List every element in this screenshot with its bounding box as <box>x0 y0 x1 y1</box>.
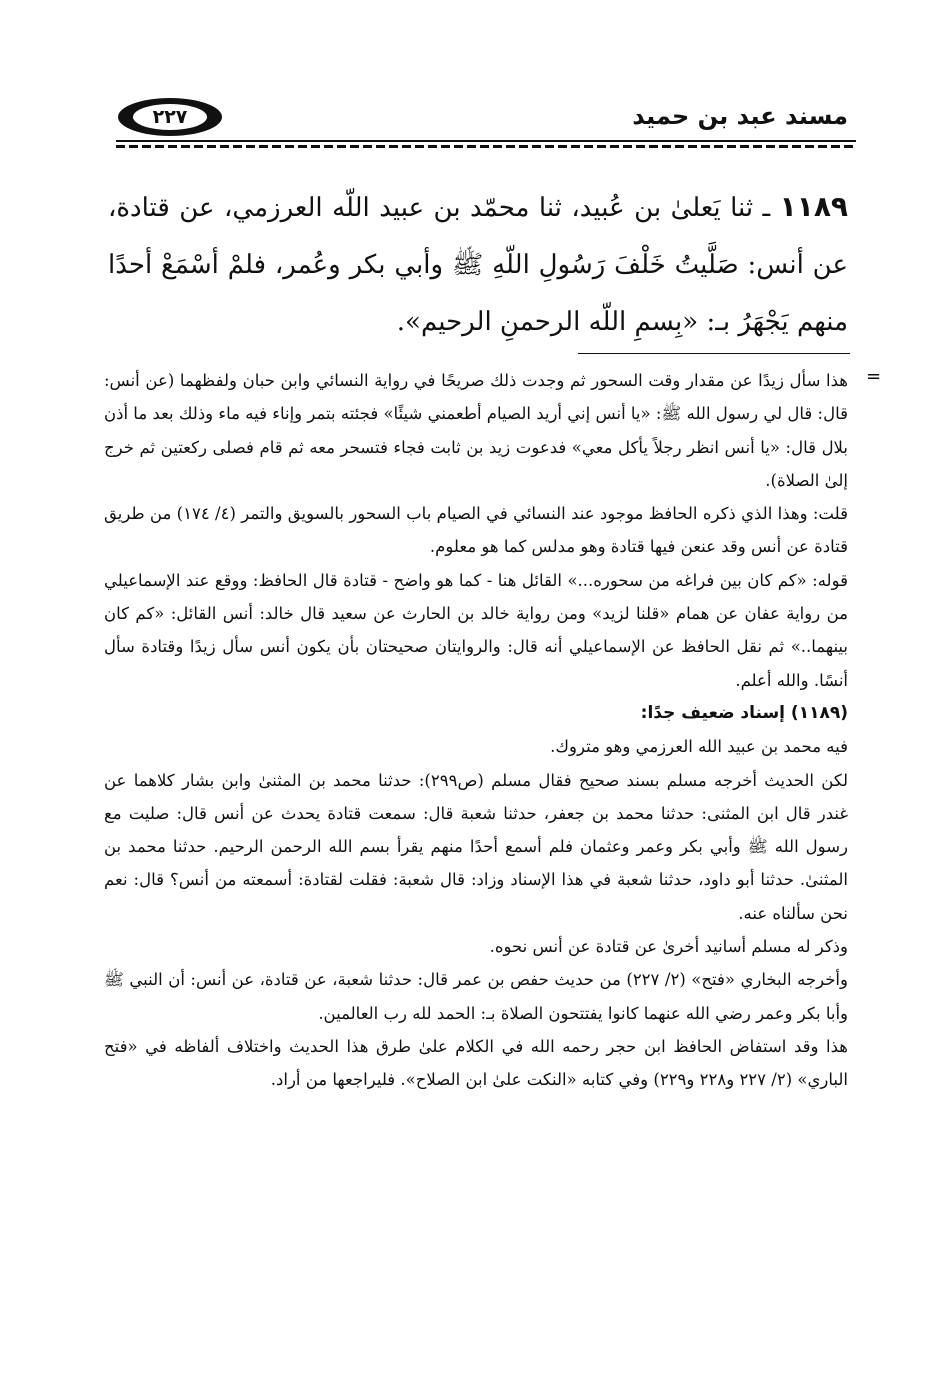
takhrij-paragraph: فيه محمد بن عبيد الله العرزمي وهو متروك. <box>550 737 848 757</box>
takhrij-paragraph: هذا وقد استفاض الحافظ ابن حجر رحمه الله في الكلام علىٰ طرق هذا الحديث واختلاف ألفاظه في «فتح الباري» (٢/ ٢٢٧ و٢٢٨ و٢٢٩) وفي كتابه «النكت علىٰ ابن الصلاح». فليراجعها من أراد. <box>104 1036 848 1090</box>
hadith-body: ـ ثنا يَعلىٰ بن عُبيد، ثنا محمّد بن عبيد اللّه العرزمي، عن قتادة، عن أنس: صَلَّيتُ خَلْفَ رَسُولِ اللّهِ ﷺ وأبي بكر وعُمر، فلمْ أسْمَعْ أحدًا منهم يَجْهَرُ بـ: «بِسمِ اللّه الرحمنِ الرحيم». <box>108 193 848 337</box>
page-header <box>108 92 856 152</box>
footnote-paragraph: قوله: «كم كان بين فراغه من سحوره...» القائل هنا - كما هو واضح - قتادة قال الحافظ: ووقع عند الإسماعيلي من رواية عفان عن همام «قلنا لزيد» ومن رواية خالد بن الحارث عن سعيد قال خالد: أنس القائل: «كم كان بينهما..» ثم نقل الحافظ عن الإسماعيلي أنه قال: والروايتان صحيحتان بأن يكون أنس سأل زيدًا وقتادة سأل أنسًا. والله أعلم. <box>104 570 848 690</box>
header-divider <box>116 140 856 148</box>
page-number-badge <box>118 98 222 136</box>
hadith-number: ١١٨٩ <box>779 190 849 223</box>
footnote-paragraph: هذا سأل زيدًا عن مقدار وقت السحور ثم وجدت ذلك صريحًا في رواية النسائي وابن حبان ولفظهما (عن أنس: قال: قال لي رسول الله ﷺ: «يا أنس إني أريد الصيام أطعمني شيئًا» فجئته بتمر وإناء فيه ماء وذلك بعد ما أذن بلال قال: «يا أنس انظر رجلاً يأكل معي» فدعوت زيد بن ثابت فجاء فتسحر معه ثم قام فصلى ركعتين ثم خرج إلىٰ الصلاة). <box>104 371 848 490</box>
footnote-continuation-mark: = <box>866 366 882 387</box>
running-title: مسند عبد بن حميد <box>632 102 848 130</box>
takhrij-heading: (١١٨٩) إسناد ضعيف جدًا: <box>640 702 848 723</box>
takhrij-paragraph: وأخرجه البخاري «فتح» (٢/ ٢٢٧) من حديث حفص بن عمر قال: حدثنا شعبة، عن قتادة، عن أنس: أن النبي ﷺ وأبا بكر وعمر رضي الله عنهما كانوا يفتتحون الصلاة بـ: الحمد لله رب العالمين. <box>104 970 848 1023</box>
footnotes-block <box>104 364 848 1097</box>
takhrij-paragraph: لكن الحديث أخرجه مسلم بسند صحيح فقال مسلم (ص٢٩٩): حدثنا محمد بن المثنىٰ وابن بشار كلاهما عن غندر قال ابن المثنى: حدثنا محمد بن جعفر، حدثنا شعبة قال: سمعت قتادة يحدث عن أنس قال: صليت مع رسول الله ﷺ وأبي بكر وعمر وعثمان فلم أسمع أحدًا منهم يقرأ بسم الله الرحمن الرحيم. حدثنا محمد بن المثنىٰ. حدثنا أبو داود، حدثنا شعبة في هذا الإسناد وزاد: قال شعبة: فقلت لقتادة: أسمعته من أنس؟ قال: نعم نحن سألناه عنه. <box>104 770 848 923</box>
takhrij-paragraph: وذكر له مسلم أسانيد أخرىٰ عن قتادة عن أنس نحوه. <box>489 937 848 957</box>
page-number: ٢٢٧ <box>133 104 207 130</box>
footnote-paragraph: قلت: وهذا الذي ذكره الحافظ موجود عند النسائي في الصيام باب السحور بالسويق والتمر (٤/ ١٧٤) من طريق قتادة عن أنس وقد عنعن فيها قتادة وهو مدلس كما هو معلوم. <box>104 504 848 557</box>
hadith-text-block <box>108 178 848 351</box>
footnote-separator <box>578 353 850 354</box>
